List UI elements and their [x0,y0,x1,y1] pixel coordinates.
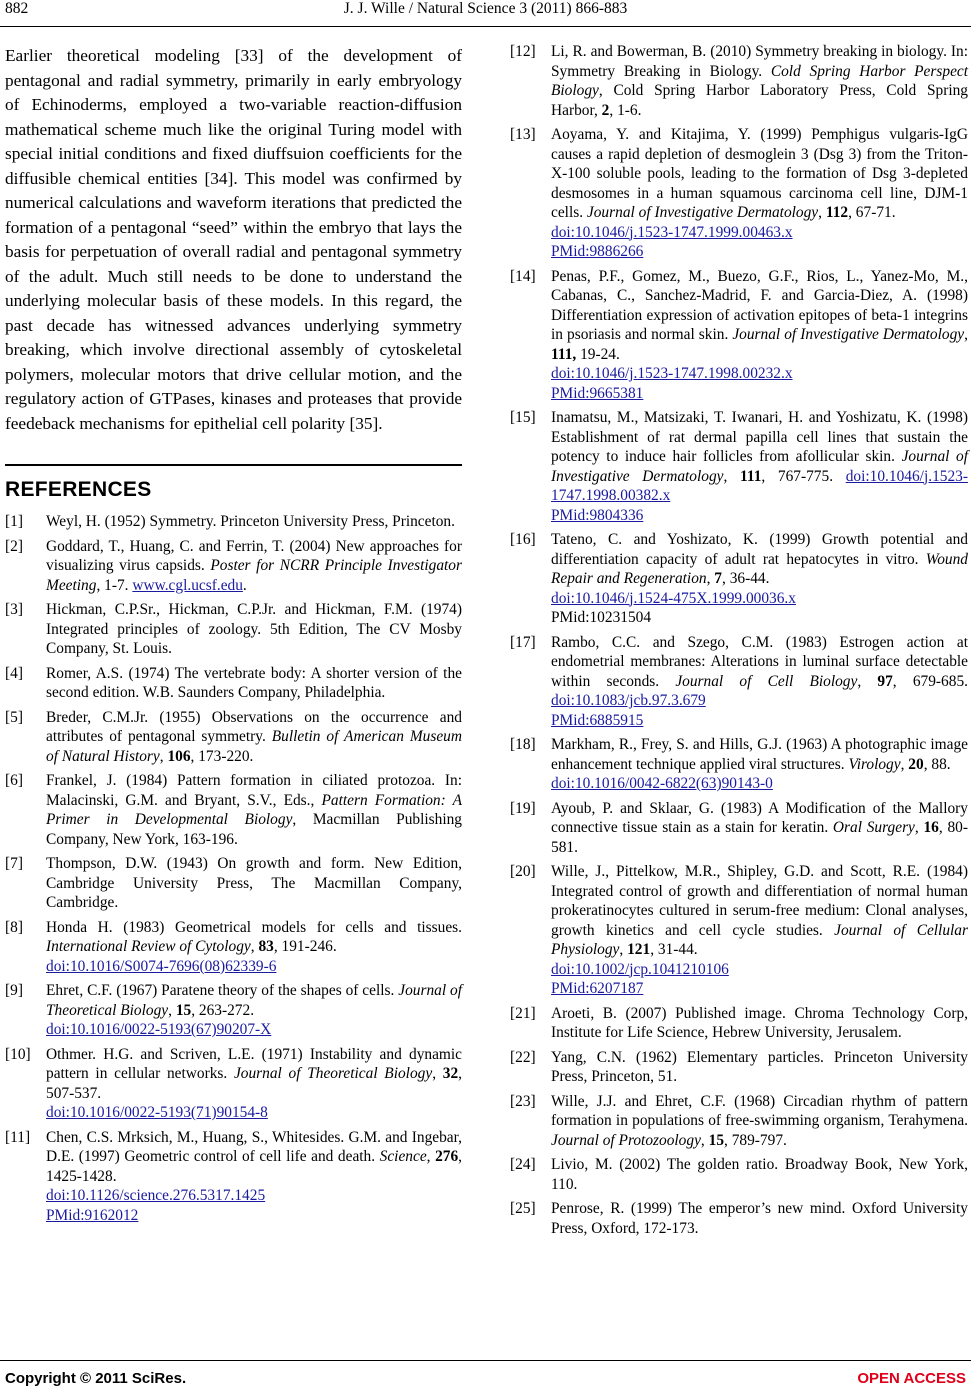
page-number: 882 [5,0,29,17]
pmid-link[interactable]: PMid:9665381 [551,384,644,402]
reference-pages: , 263-272. [191,1001,255,1019]
body-paragraph: Earlier theoretical modeling [33] of the development of pentagonal and radial symmetry, primarily in early embryology of Echinoderms, employed a two-variable reaction-diffusion mathematical scheme much like the original Turing model with special initial conditions and fixed diuffsuion coefficients for the diffusible chemical entities [34]. This model was confirmed by numerical calculations and waveform iterations that predicted the formation of a pentagonal “seed” within the embryo that lays the basis for perpetuation of overall radial and pentagonal symmetry of the adult. Much still needs to be done to understand the underlying molecular basis of these models. In this regard, the past decade has witnessed advances underlying symmetry breaking, which involve directional assembly of cytoskeletal polymers, molecular motors that drive cellular motion, and the regulatory action of GTPases, kinases and proteases that provide feedeback mechanisms for epithelial cell polarity [35]. [5,46,462,433]
reference-item [5,664,462,703]
reference-volume: 112 [825,204,849,221]
reference-body: Markham, R., Frey, S. and Hills, G.J. (1963) A photographic image enhancement technique applied viral structures. Virology, 20, 88. doi:10.1016/0042-6822(63)90143-0 [551,736,968,792]
reference-volume: 97 [877,672,893,690]
reference-body: Aoyama, Y. and Kitajima, Y. (1999) Pemphigus vulgaris-IgG causes a rapid depletion of desmoglein 3 (Dsg 3) from the Triton-X-100 soluble pools, leading to the formation of Dsg 3-depleted desmosomes in a human squamous carcinoma cell line, DJM-1 cells. Journal of Investigative Dermatology, 112, 67-71. doi:10.1046/j.1523-1747.1999.00463.x PMid:9886266 [551,126,968,260]
reference-text: Thompson, D.W. (1943) On growth and form. New Edition, Cambridge University Press, The Macmillan Company, Cambridge. [46,855,462,911]
reference-body: Rambo, C.C. and Szego, C.M. (1983) Estrogen action at endometrial membranes: Alterations in luminal surface detectable within seconds. Journal of Cell Biology, 97, 679-685. doi:10.1083/jcb.97.3.679 PMid:6885915 [551,633,968,729]
pmid-line [46,1206,462,1226]
reference-body [46,664,462,703]
pmid-link: PMid:10231504 [551,609,652,626]
reference-item [510,408,968,525]
doi-link[interactable]: doi:10.1046/j.1523-1747.1999.00463.x [551,223,793,241]
pmid-line [551,711,968,731]
reference-pages: , 507-537. [46,1065,462,1102]
reference-number: [20] [510,863,536,880]
doi-link[interactable]: doi:10.1016/S0074-7696(08)62339-6 [46,957,277,975]
reference-journal: Journal of Investigative Dermatology [586,204,819,221]
reference-body [551,1048,968,1087]
reference-body: Penas, P.F., Gomez, M., Buezo, G.F., Rios, L., Yanez-Mo, M., Cabanas, C., Sanchez-Madrid, F. and Garcia-Diez, A. (1998) Differentiation expression of activation epitopes of beta-1 integrins in psoriasis and normal skin. Journal of Investigative Dermatology, 111, 19-24. doi:10.1046/j.1523-1747.1998.00232.x PMid:9665381 [551,267,968,402]
reference-volume: 32 [442,1065,459,1082]
page-footer [0,1362,971,1388]
reference-item [510,862,968,999]
reference-journal: Journal of Theoretical Biology [46,982,462,1019]
reference-number: [10] [5,1045,31,1063]
reference-number: [19] [510,799,536,817]
reference-text: Frankel, J. (1984) Pattern formation in ciliated protozoa. In: Malacinski, G.M. and Bryant, S.V., Eds., [46,772,462,809]
reference-number: [22] [510,1048,536,1066]
reference-item [510,633,968,731]
reference-journal: Cold Spring Harbor Perspect Biology [551,62,969,99]
reference-text: Hickman, C.P.Sr., Hickman, C.P.Jr. and Hickman, F.M. (1974) Integrated principles of zoology. 5th Edition, The CV Mosby Company, St. Louis. [46,601,462,657]
reference-number: [9] [5,982,23,999]
reference-journal: Journal of Cellular Physiology [551,921,968,958]
reference-item [510,267,968,404]
reference-number: [23] [510,1092,536,1110]
doi-line [551,589,968,609]
reference-body [551,42,968,120]
reference-number: [14] [510,267,536,285]
pmid-line [551,979,968,999]
reference-pages: , 67-71. [848,204,896,221]
reference-body: Othmer. H.G. and Scriven, L.E. (1971) Instability and dynamic pattern in cellular networks. Journal of Theoretical Biology, 32, 507-537. doi:10.1016/0022-5193(71)90154-8 [46,1045,462,1121]
reference-body [46,600,462,659]
reference-text: Penrose, R. (1999) The emperor’s new mind. Oxford University Press, Oxford, 172-173. [551,1200,968,1237]
reference-item [5,537,462,596]
doi-line [551,960,968,980]
reference-pages: , 80-581. [551,819,968,856]
pmid-link[interactable]: PMid:6885915 [551,711,644,729]
reference-item [510,42,968,120]
reference-item [5,1128,462,1226]
reference-body: Chen, C.S. Mrksich, M., Huang, S., Whitesides. G.M. and Ingebar, D.E. (1997) Geometric control of cell life and death. Science, 276, 1425-1428. doi:10.1126/science.276.5317.1425 PMid:9162012 [46,1128,463,1224]
pmid-link[interactable]: PMid:9804336 [551,506,644,524]
reference-pages: , 1-7. [96,576,133,594]
references-rule [5,464,462,466]
doi-line [551,774,968,794]
reference-number: [7] [5,855,23,872]
reference-volume: 83 [258,938,274,955]
reference-text: Yang, C.N. (1962) Elementary particles. Princeton University Press, Princeton, 51. [551,1048,968,1085]
reference-volume: 20 [908,755,924,773]
reference-body [46,854,462,913]
reference-volume: 111 [740,467,762,485]
doi-line [551,223,968,243]
reference-number: [24] [510,1156,536,1173]
references-heading: REFERENCES [5,478,152,501]
doi-line [46,1020,462,1040]
pmid-link[interactable]: PMid:9162012 [46,1206,139,1224]
reference-punct: . [242,576,247,594]
pmid-line [551,506,968,526]
reference-text: Rambo, C.C. and Szego, C.M. (1983) Estrogen action at endometrial membranes: Alterations in luminal surface detectable within seconds. [551,633,968,690]
reference-body: Inamatsu, M., Matsizaki, T. Iwanari, H. and Yoshizatu, K. (1998) Establishment of rat dermal papilla cell lines that sustain the potency to induce hair follicles from afollicular skin. Journal of Investigative Dermatology, 111, 767-775. doi:10.1046/j.1523-1747.1998.00382.x PMid:9804336 [551,409,968,524]
doi-link[interactable]: doi:10.1046/j.1524-475X.1999.00036.x [551,589,796,607]
doi-link[interactable]: doi:10.1046/j.1523-1747.1998.00232.x [551,365,793,382]
reference-item [5,1045,462,1123]
copyright-notice: Copyright © 2011 SciRes. [5,1370,187,1387]
reference-number: [15] [510,409,536,426]
reference-item [510,1048,968,1087]
reference-list-left [5,512,462,1225]
reference-item [5,918,462,977]
reference-item [510,1199,968,1238]
reference-publisher: , Cold Spring Harbor Laboratory Press, Cold Spring Harbor, [551,82,968,119]
reference-number: [5] [5,708,23,726]
reference-text: Wille, J.J. and Ehret, C.F. (1968) Circadian rhythm of pattern formation in populations of free-swimming organism, Terahymena. [551,1092,968,1129]
reference-number: [2] [5,537,23,555]
doi-link[interactable]: doi:10.1046/j.1523-1747.1998.00382.x [551,467,968,504]
reference-body: Honda H. (1983) Geometrical models for cells and tissues. International Review of Cytology, 83, 191-246. doi:10.1016/S0074-7696(08)62339-6 [46,918,462,975]
reference-item [5,512,462,532]
pmid-line [551,608,968,628]
reference-number: [6] [5,772,23,789]
reference-text: Goddard, T., Huang, C. and Ferrin, T. (2004) New approaches for visualizing virus capsids. [46,537,462,574]
reference-number: [11] [5,1128,31,1146]
reference-number: [18] [510,736,536,753]
reference-item [5,708,462,767]
reference-volume: 276 [435,1148,459,1165]
reference-text: Aroeti, B. (2007) Published image. Chroma Technology Corp, Institute for Life Science, Hebrew University, Jerusalem. [551,1004,968,1041]
reference-url-link[interactable]: www.cgl.ucsf.edu [132,576,243,594]
reference-number: [12] [510,43,536,60]
reference-text: Honda H. (1983) Geometrical models for cells and tissues. [46,918,462,936]
reference-volume: 15 [175,1001,192,1019]
reference-text: Penas, P.F., Gomez, M., Buezo, G.F., Rios, L., Yanez-Mo, M., Cabanas, C., Sanchez-Madrid, F. and Garcia-Diez, A. (1998) Differentiation expression of activation epitopes of beta-1 integrins in psoriasis and normal skin. [551,267,968,343]
pmid-link[interactable]: PMid:6207187 [551,980,644,997]
reference-item [510,1092,968,1151]
reference-text: Tateno, C. and Yoshizato, K. (1999) Growth potential and differentiation capacity of adult rat hepatocytes in vitro. [551,531,968,568]
reference-volume: 15 [708,1131,725,1149]
doi-line [46,1186,462,1206]
reference-text: Markham, R., Frey, S. and Hills, G.J. (1963) A photographic image enhancement technique applied viral structures. [551,736,968,773]
pmid-line [551,242,968,262]
doi-line [46,957,462,977]
reference-journal: Bulletin of American Museum of Natural History [46,728,462,765]
reference-body [551,1199,968,1238]
reference-number: [13] [510,126,536,143]
reference-pages: , 173-220. [190,747,254,765]
reference-body [46,771,462,849]
reference-text: Chen, C.S. Mrksich, M., Huang, S., Whitesides. G.M. and Ingebar, D.E. (1997) Geometric control of cell life and death. [46,1128,462,1165]
reference-pages: , 191-246. [273,938,337,955]
reference-pages: , 88. [923,755,951,773]
reference-number: [8] [5,918,23,936]
right-column [510,42,968,1243]
reference-journal: Pattern Formation: A Primer in Developmental Biology [46,791,462,828]
reference-text: Inamatsu, M., Matsizaki, T. Iwanari, H. and Yoshizatu, K. (1998) Establishment of rat dermal papilla cell lines that sustain the potency to induce hair follicles from afollicular skin. [551,409,968,465]
reference-journal: Oral Surgery [832,819,915,836]
reference-volume: 7 [714,570,722,587]
reference-journal: Wound Repair and Regeneration [551,550,968,587]
reference-pages: , 31-44. [650,941,698,958]
reference-item [5,854,462,913]
reference-body: Wille, J., Pittelkow, M.R., Shipley, G.D. and Scott, R.E. (1984) Integrated control of growth and differentiation of normal human prokeratinocytes cultured in serum-free medium: Clonal analyses, growth kinetics and cell cycle studies. Journal of Cellular Physiology, 121, 31-44. doi:10.1002/jcp.1041210106 PMid:6207187 [551,863,968,997]
reference-journal: International Review of Cytology [46,938,251,955]
pmid-line [551,384,968,404]
reference-journal: Journal of Investigative Dermatology [551,448,968,485]
reference-number: [1] [5,513,23,530]
pmid-link[interactable]: PMid:9886266 [551,243,644,260]
reference-volume: 2 [601,101,610,119]
reference-pages: , 767-775. [761,467,846,485]
reference-body: Breder, C.M.Jr. (1955) Observations on the occurrence and attributes of pentagonal symmetry. Bulletin of American Museum of Natural History, 106, 173-220. [46,708,462,765]
footer-rule [0,1360,971,1361]
doi-line [46,1103,462,1123]
doi-link[interactable]: doi:10.1126/science.276.5317.1425 [46,1187,266,1204]
reference-body: Wille, J.J. and Ehret, C.F. (1968) Circadian rhythm of pattern formation in populations of free-swimming organism, Terahymena. Journal of Protozoology, 15, 789-797. [551,1092,968,1149]
reference-item [510,1155,968,1194]
reference-text: Ayoub, P. and Sklaar, G. (1983) A Modification of the Mallory connective tissue stain as a stain for keratin. [551,799,968,836]
reference-volume: 121 [627,941,651,958]
reference-pages: , 789-797. [724,1131,787,1149]
doi-link[interactable]: doi:10.1016/0022-5193(67)90207-X [46,1021,272,1038]
reference-item [510,735,968,794]
reference-body [46,537,462,596]
reference-text: Breder, C.M.Jr. (1955) Observations on the occurrence and attributes of pentagonal symmetry. [46,708,462,745]
reference-body [551,1155,968,1194]
reference-body: Ayoub, P. and Sklaar, G. (1983) A Modification of the Mallory connective tissue stain as a stain for keratin. Oral Surgery, 16, 80-581. [551,799,968,856]
reference-text: Romer, A.S. (1974) The vertebrate body: A shorter version of the second edition. W.B. Saunders Company, Philadelphia. [46,664,462,701]
reference-body: Tateno, C. and Yoshizato, K. (1999) Growth potential and differentiation capacity of adult rat hepatocytes in vitro. Wound Repair and Regeneration, 7, 36-44. doi:10.1046/j.1524-475X.1999.00036.x PMid:10231504 [551,531,968,626]
reference-number: [4] [5,664,23,682]
reference-volume: 106 [167,747,191,765]
reference-pages: , 679-685. [892,672,968,690]
doi-link[interactable]: doi:10.1016/0022-5193(71)90154-8 [46,1104,268,1121]
reference-text: Li, R. and Bowerman, B. (2010) Symmetry breaking in biology. In: Symmetry Breaking in Biology. [551,43,968,80]
reference-journal: Virology [848,755,901,773]
reference-text: Othmer. H.G. and Scriven, L.E. (1971) Instability and dynamic pattern in cellular networks. [46,1045,462,1082]
reference-journal: Science [379,1148,427,1165]
reference-pages: , 1425-1428. [46,1148,463,1185]
reference-pages: , 1-6. [609,101,642,119]
reference-item [5,600,462,659]
header-rule [0,26,971,27]
reference-number: [25] [510,1200,536,1217]
reference-journal: Journal of Protozoology [551,1131,701,1149]
reference-text: Ehret, C.F. (1967) Paratene theory of the shapes of cells. [46,982,399,999]
doi-link[interactable]: doi:10.1016/0042-6822(63)90143-0 [551,775,773,792]
reference-volume: 16 [923,819,939,836]
reference-item [510,1004,968,1043]
reference-number: [21] [510,1004,536,1022]
reference-journal: Poster for NCRR Principle Investigator Meeting [46,557,462,594]
reference-item [510,125,968,262]
reference-number: [16] [510,531,536,548]
reference-text: Weyl, H. (1952) Symmetry. Princeton University Press, Princeton. [46,513,455,530]
open-access-label: OPEN ACCESS [857,1370,966,1387]
page-header [0,0,971,26]
reference-journal: Journal of Investigative Dermatology [732,326,965,343]
reference-item [5,981,462,1040]
reference-text: Livio, M. (2002) The golden ratio. Broadway Book, New York, 110. [551,1156,968,1193]
reference-item [510,799,968,858]
reference-volume: 111, [551,345,577,363]
running-head: J. J. Wille / Natural Science 3 (2011) 866-883 [343,0,628,17]
reference-journal: Journal of Theoretical Biology [233,1065,433,1082]
reference-pages: , 36-44. [722,570,770,587]
reference-journal: Journal of Cell Biology [675,672,858,690]
doi-line [551,364,968,384]
reference-body [551,1004,968,1043]
reference-pages: , Macmillan Publishing Company, New York, 163-196. [46,811,462,848]
reference-item [510,530,968,628]
doi-link[interactable]: doi:10.1083/jcb.97.3.679 [551,692,706,709]
reference-number: [3] [5,601,23,618]
reference-body [46,512,462,532]
reference-body: Ehret, C.F. (1967) Paratene theory of the shapes of cells. Journal of Theoretical Biology, 15, 263-272. doi:10.1016/0022-5193(67)90207-X [46,982,462,1038]
left-column [5,44,462,1230]
reference-number: [17] [510,633,536,651]
reference-text: Aoyama, Y. and Kitajima, Y. (1999) Pemphigus vulgaris-IgG causes a rapid depletion of desmoglein 3 (Dsg 3) from the Triton-X-100 soluble pools, leading to the formation of Dsg 3-depleted desmosomes in a human squamous carcinoma cell line, DJM-1 cells. [551,126,968,221]
reference-list-right [510,42,968,1238]
reference-text: Wille, J., Pittelkow, M.R., Shipley, G.D. and Scott, R.E. (1984) Integrated control of growth and differentiation of normal human prokeratinocytes cultured in serum-free medium: Clonal analyses, growth kinetics and cell cycle studies. [551,863,968,939]
reference-item [5,771,462,849]
reference-pages: 19-24. [576,345,620,363]
doi-link[interactable]: doi:10.1002/jcp.1041210106 [551,960,729,978]
